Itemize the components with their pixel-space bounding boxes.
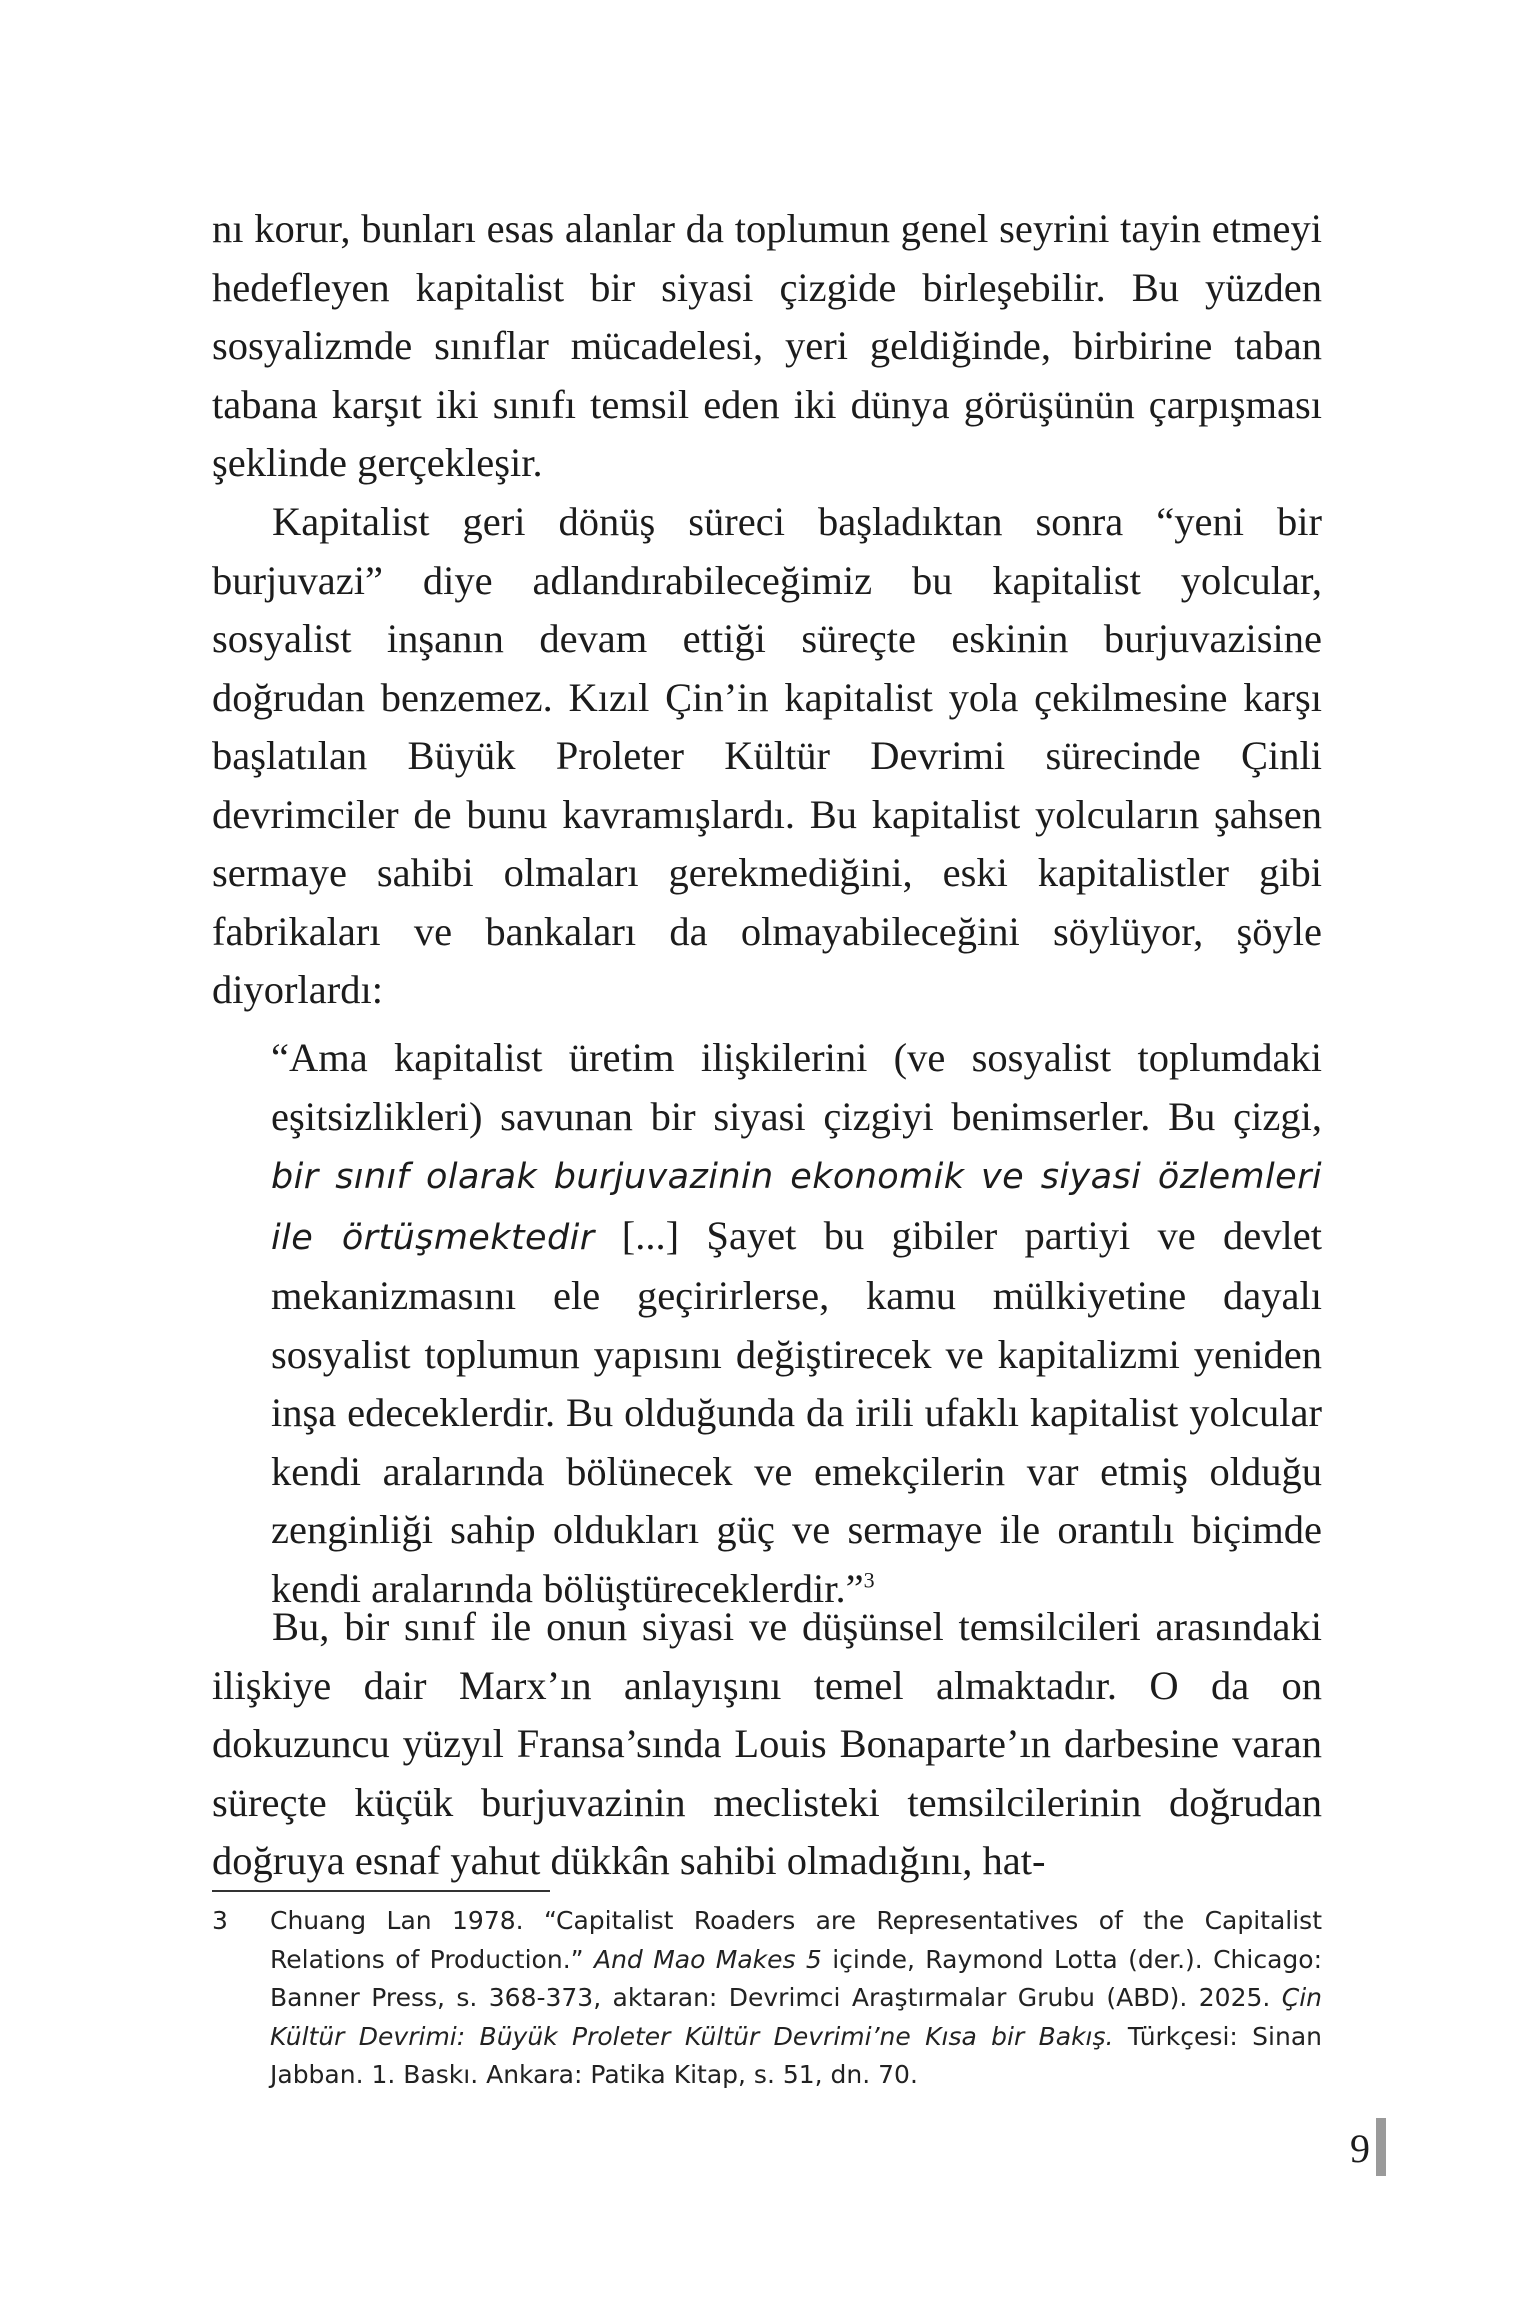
footnote-number: 3 [212, 1906, 228, 1935]
footnote-part-1: Chuang Lan 1978. “Capitalist Roaders are Representatives of the Capitalist Relations of Production.” [270, 1906, 1322, 1974]
quote-text-italic: bir sınıf olarak burjuvazinin ekonomik ve siyasi özlemleri ile örtüşmektedir [271, 1157, 1322, 1258]
quote-text-before-italic: “Ama kapitalist üretim ilişkilerini (ve sosyalist toplumdaki eşitsizlikleri) savunan bir siyasi çizgiyi benimserler. Bu çizgi, [271, 1035, 1322, 1139]
block-quote-text [271, 1029, 1322, 1618]
paragraph-continued [212, 200, 1322, 493]
footnote-reference[interactable]: 3 [863, 1567, 875, 1592]
page-number: 9 [1350, 2126, 1370, 2171]
quote-text-after-italic: [...] Şayet bu gibiler partiyi ve devlet mekanizmasını ele geçirirlerse, kamu mülkiyetine dayalı sosyalist toplumun yapısını değiştirecek ve kapitalizmi yeniden inşa edeceklerdir. Bu olduğunda da irili ufaklı kapitalist yolcular kendi aralarında bölünecek ve emekçilerin var etmiş olduğu zenginliği sahip oldukları güç ve sermaye ile orantılı biçimde kendi aralarında bölüştüreceklerdir.” [271, 1212, 1322, 1611]
footnote-book-title: And Mao Makes 5 [593, 1944, 822, 1974]
footnote-divider [212, 1890, 550, 1892]
page-edge-marker [1376, 2118, 1386, 2176]
block-quote [271, 1029, 1322, 1618]
footnote-part-3: Türkçesi: Sinan Jabban. 1. Baskı. Ankara: Patika Kitap, s. 51, dn. 70. [270, 2021, 1322, 2089]
footnote-source-title: Çin Kültür Devrimi: Büyük Proleter Kültür Devrimi’ne Kısa bir Bakış. [270, 1983, 1322, 2051]
paragraph-3-text: Bu, bir sınıf ile onun siyasi ve düşünsel temsilcileri arasındaki ilişkiye dair Marx’ın anlayışını temel almaktadır. O da on dokuzuncu yüzyıl Fransa’sında Louis Bonaparte’ın darbesine varan süreçte küçük burjuvazinin meclisteki temsilcilerinin doğrudan doğruya esnaf yahut dükkân sahibi olmadığını, hat- [212, 1604, 1322, 1883]
footnote-text [270, 1902, 1322, 2095]
footnote [212, 1902, 1322, 2095]
paragraph-2-text: Kapitalist geri dönüş süreci başladıktan sonra “yeni bir burjuvazi” diye adlandırabileceğimiz bu kapitalist yolcular, sosyalist inşanın devam ettiği süreçte eskinin burjuvazisine doğrudan benzemez. Kızıl Çin’in kapitalist yola çekilmesine karşı başlatılan Büyük Proleter Kültür Devrimi sürecinde Çinli devrimciler de bunu kavramışlardı. Bu kapitalist yolcuların şahsen sermaye sahibi olmaları gerekmediğini, eski kapitalistler gibi fabrikaları ve bankaları da olmayabileceğini söylüyor, şöyle diyorlardı: [212, 499, 1322, 1012]
paragraph-marx-reference [212, 1598, 1322, 1891]
paragraph-1-text: nı korur, bunları esas alanlar da toplumun genel seyrini tayin etmeyi hedefleyen kapitalist bir siyasi çizgide birleşebilir. Bu yüzden sosyalizmde sınıflar mücadelesi, yeri geldiğinde, birbirine taban tabana karşıt iki sınıfı temsil eden iki dünya görüşünün çarpışması şeklinde gerçekleşir. [212, 206, 1322, 485]
paragraph-capitalist-roaders [212, 493, 1322, 1020]
footnote-part-2: içinde, Raymond Lotta (der.). Chicago: Banner Press, s. 368-373, aktaran: Devrimci Araştırmalar Grubu (ABD). 2025. [270, 1944, 1323, 2012]
